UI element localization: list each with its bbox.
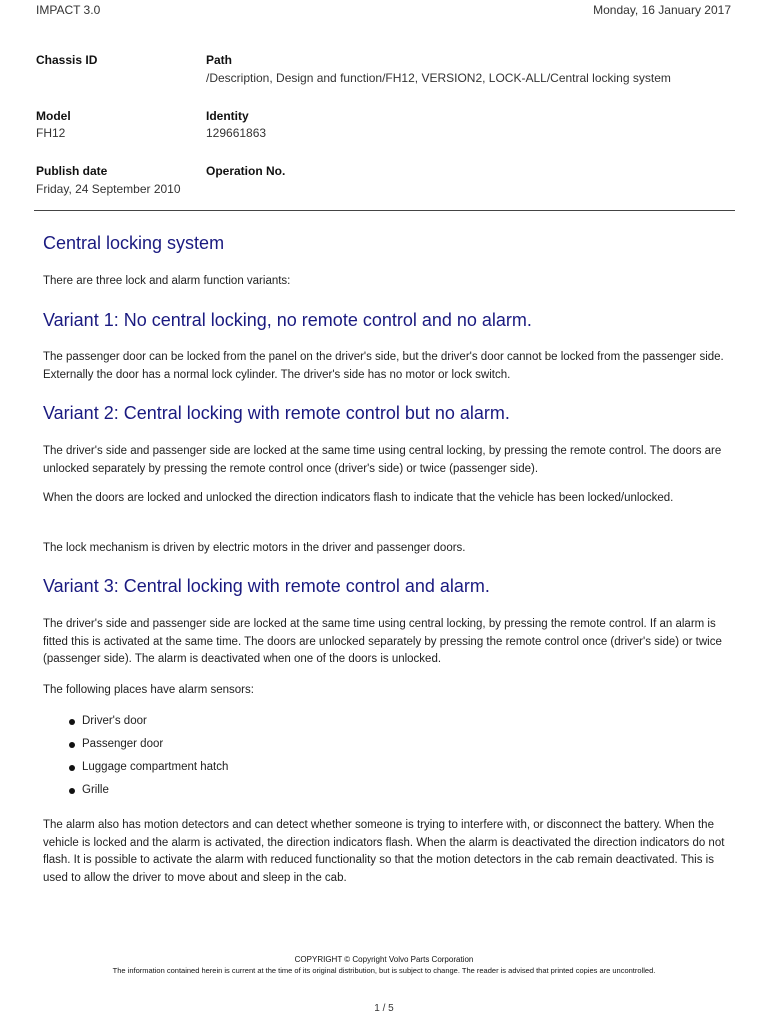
variant-3-paragraph-2: The following places have alarm sensors: bbox=[43, 684, 254, 696]
list-item: Passenger door bbox=[82, 738, 164, 750]
header-divider bbox=[34, 210, 735, 211]
path-label: Path bbox=[206, 53, 233, 67]
path-value: /Description, Design and function/FH12, VERSION2, LOCK-ALL/Central locking system bbox=[206, 71, 671, 85]
page-title: Central locking system bbox=[43, 233, 225, 253]
copyright-notice: COPYRIGHT © Copyright Volvo Parts Corporation bbox=[294, 955, 474, 964]
publish-date-label: Publish date bbox=[36, 164, 108, 178]
identity-label: Identity bbox=[206, 109, 249, 123]
publish-date-value: Friday, 24 September 2010 bbox=[36, 182, 181, 196]
variant-3-paragraph-1: The driver's side and passenger side are locked at the same time using central locking, by pressing the remote control. If an alarm is fitted this is activated at the same time. The doors are unlocked separately by pressing the remote control once (driver's side) or twice (passenger side). The alarm is deactivated when one of the doors is unlocked. bbox=[43, 618, 722, 665]
variant-2-paragraph-2: When the doors are locked and unlocked the direction indicators flash to indicate that the vehicle has been locked/unlocked. bbox=[43, 492, 674, 504]
app-name: IMPACT 3.0 bbox=[36, 3, 101, 17]
variant-2-paragraph-3: The lock mechanism is driven by electric motors in the driver and passenger doors. bbox=[43, 542, 466, 554]
model-value: FH12 bbox=[36, 126, 66, 140]
intro-paragraph: There are three lock and alarm function variants: bbox=[43, 275, 291, 287]
identity-value: 129661863 bbox=[206, 126, 267, 140]
variant-1-paragraph: The passenger door can be locked from the panel on the driver's side, but the driver's door cannot be locked from the passenger side. Externally the door has a normal lock cylinder. The driver's side has no motor or lock switch. bbox=[43, 351, 724, 381]
bullet-icon bbox=[69, 765, 75, 771]
print-date: Monday, 16 January 2017 bbox=[593, 3, 731, 17]
variant-3-heading: Variant 3: Central locking with remote control and alarm. bbox=[43, 576, 490, 596]
bullet-icon bbox=[69, 742, 75, 748]
list-item: Luggage compartment hatch bbox=[82, 761, 229, 773]
disclaimer-notice: The information contained herein is current at the time of its original distribution, but is subject to change. The reader is advised that printed copies are uncontrolled. bbox=[112, 966, 656, 975]
variant-1-heading: Variant 1: No central locking, no remote control and no alarm. bbox=[43, 310, 532, 330]
operation-no-label: Operation No. bbox=[206, 164, 286, 178]
variant-2-heading: Variant 2: Central locking with remote control but no alarm. bbox=[43, 403, 510, 423]
page-number: 1 / 5 bbox=[374, 1003, 394, 1014]
bullet-icon bbox=[69, 788, 75, 794]
list-item: Grille bbox=[82, 784, 109, 796]
list-item: Driver's door bbox=[82, 715, 147, 727]
model-label: Model bbox=[36, 109, 71, 123]
variant-3-paragraph-3: The alarm also has motion detectors and can detect whether someone is trying to interfere with, or disconnect the battery. When the vehicle is locked and the alarm is activated, the direction indicators flash. When the alarm is deactivated the direction indicators do not flash. It is possible to activate the alarm with reduced functionality so that the motion detectors in the cab remain deactivated. This is used to allow the driver to move about and sleep in the cab. bbox=[43, 819, 725, 884]
bullet-icon bbox=[69, 719, 75, 725]
chassis-id-label: Chassis ID bbox=[36, 53, 98, 67]
variant-2-paragraph-1: The driver's side and passenger side are locked at the same time using central locking, by pressing the remote control. The doors are unlocked separately by pressing the remote control once (driver's side) or twice (passenger side). bbox=[43, 445, 722, 475]
